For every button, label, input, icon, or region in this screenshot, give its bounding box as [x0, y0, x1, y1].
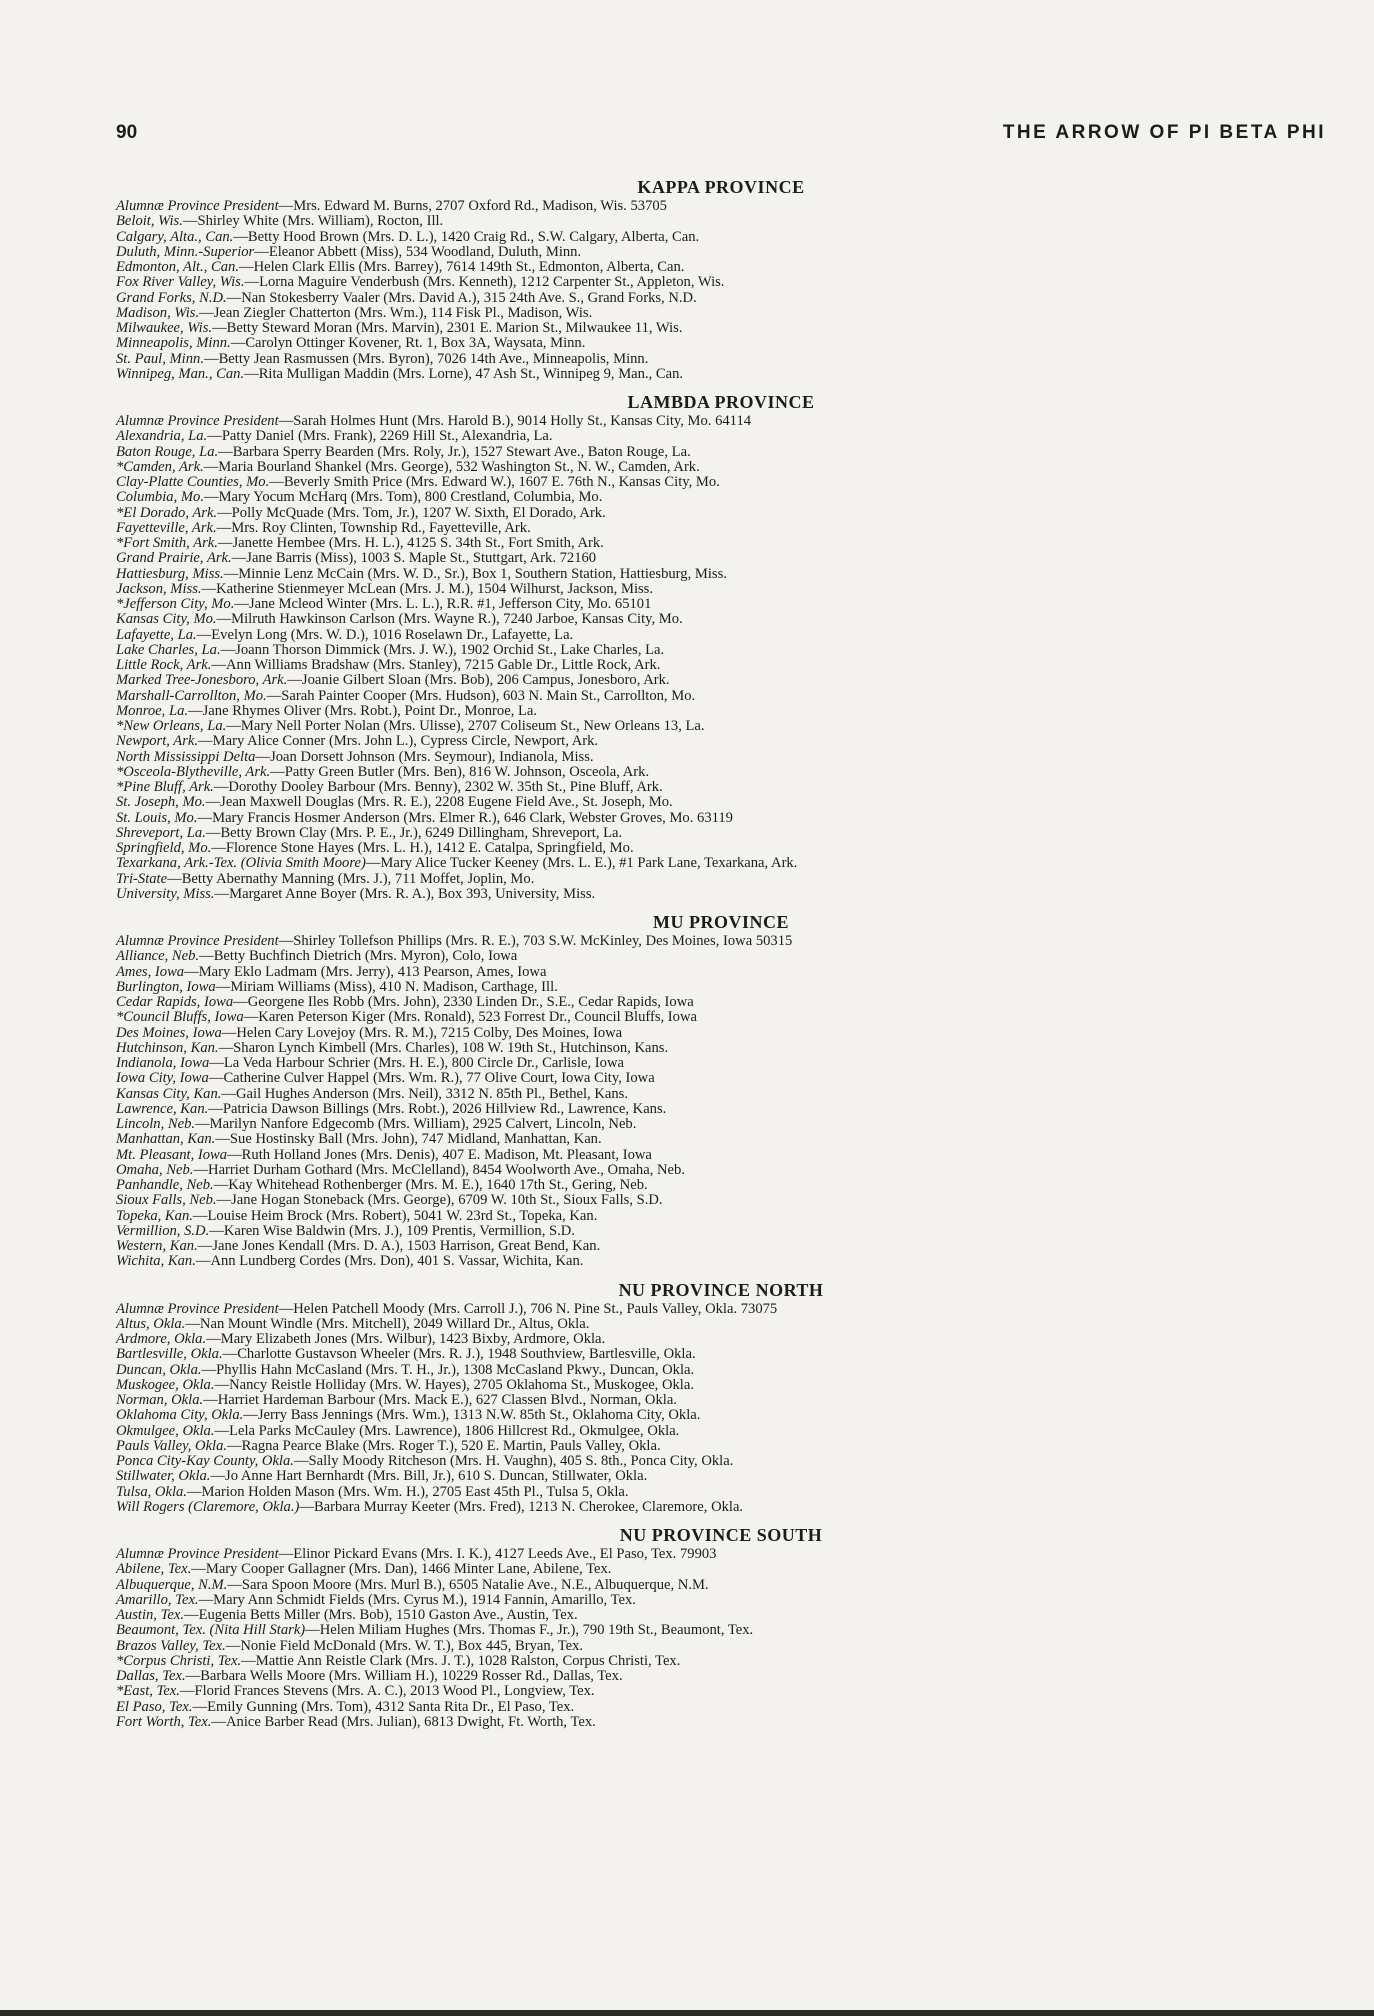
chapter-place: *Camden, Ark. [116, 458, 204, 475]
chapter-place: Lake Charles, La. [116, 641, 221, 658]
chapter-place: Pauls Valley, Okla. [116, 1437, 228, 1454]
contact-details: —Jerry Bass Jennings (Mrs. Wm.), 1313 N.W. 85th St., Oklahoma City, Okla. [243, 1407, 701, 1424]
contact-details: —Louise Heim Brock (Mrs. Robert), 5041 W. 23rd St., Topeka, Kan. [192, 1207, 598, 1224]
directory-entry [116, 1654, 1326, 1669]
contact-details: —Charlotte Gustavson Wheeler (Mrs. R. J.), 1948 Southview, Bartlesville, Okla. [222, 1346, 696, 1363]
contact-details: —Florid Frances Stevens (Mrs. A. C.), 2013 Wood Pl., Longview, Tex. [179, 1683, 595, 1700]
contact-details: —Joan Dorsett Johnson (Mrs. Seymour), Indianola, Miss. [255, 748, 594, 765]
contact-details: —Karen Wise Baldwin (Mrs. J.), 109 Prentis, Vermillion, S.D. [209, 1222, 575, 1239]
directory-entry [116, 214, 1326, 229]
contact-details: —Sara Spoon Moore (Mrs. Murl B.), 6505 Natalie Ave., N.E., Albuquerque, N.M. [227, 1576, 709, 1593]
contact-details: —Janette Hembee (Mrs. H. L.), 4125 S. 34th St., Fort Smith, Ark. [217, 535, 604, 551]
contact-details: —Jo Anne Hart Bernhardt (Mrs. Bill, Jr.), 610 S. Duncan, Stillwater, Okla. [210, 1468, 648, 1485]
directory-entry [116, 367, 1326, 382]
contact-details: —Joanie Gilbert Sloan (Mrs. Bob), 206 Campus, Jonesboro, Ark. [287, 672, 670, 689]
directory-entry [116, 1608, 1326, 1623]
contact-details: —Emily Gunning (Mrs. Tom), 4312 Santa Rita Dr., El Paso, Tex. [192, 1698, 575, 1715]
directory-entry [116, 1454, 1326, 1469]
contact-details: —Mrs. Roy Clinten, Township Rd., Fayetteville, Ark. [216, 519, 531, 536]
chapter-place: Fayetteville, Ark. [116, 519, 217, 536]
directory-entry [116, 475, 1326, 490]
contact-details: —Shirley Tollefson Phillips (Mrs. R. E.), 703 S.W. McKinley, Des Moines, Iowa 50315 [278, 933, 793, 949]
chapter-place: Tri-State [116, 870, 168, 887]
chapter-place: Okmulgee, Okla. [116, 1422, 215, 1439]
directory-entry [116, 1715, 1326, 1730]
contact-details: —Betty Abernathy Manning (Mrs. J.), 711 Moffet, Joplin, Mo. [167, 870, 535, 887]
contact-details: —Betty Buchfinch Dietrich (Mrs. Myron), Colo, Iowa [199, 948, 518, 965]
chapter-place: Jackson, Miss. [116, 580, 202, 597]
contact-details: —Rita Mulligan Maddin (Mrs. Lorne), 47 Ash St., Winnipeg 9, Man., Can. [244, 365, 684, 382]
contact-details: —Jane Rhymes Oliver (Mrs. Robt.), Point Dr., Monroe, La. [188, 702, 538, 719]
chapter-place: Grand Prairie, Ark. [116, 550, 232, 567]
directory-entry [116, 887, 1326, 902]
contact-details: —Patricia Dawson Billings (Mrs. Robt.), 2026 Hillview Rd., Lawrence, Kans. [208, 1100, 667, 1117]
contact-details: —Jane Hogan Stoneback (Mrs. George), 6709 W. 10th St., Sioux Falls, S.D. [216, 1192, 663, 1209]
directory-entry [116, 1669, 1326, 1684]
directory-entry [116, 1041, 1326, 1056]
contact-details: —Sarah Painter Cooper (Mrs. Hudson), 603 N. Main St., Carrollton, Mo. [266, 687, 696, 704]
chapter-place: Grand Forks, N.D. [116, 289, 227, 306]
chapter-place: Calgary, Alta., Can. [116, 228, 234, 245]
contact-details: —Harriet Hardeman Barbour (Mrs. Mack E.), 627 Classen Blvd., Norman, Okla. [203, 1392, 677, 1408]
chapter-place: Bartlesville, Okla. [116, 1346, 223, 1363]
chapter-place: *East, Tex. [116, 1683, 180, 1700]
page-number: 90 [116, 122, 138, 143]
contact-details: —Karen Peterson Kiger (Mrs. Ronald), 523 Forrest Dr., Council Bluffs, Iowa [243, 1009, 697, 1026]
directory-entry [116, 1178, 1326, 1193]
directory-entry [116, 245, 1326, 260]
directory-entry [116, 567, 1326, 582]
directory-entry [116, 429, 1326, 444]
chapter-place: *Osceola-Blytheville, Ark. [116, 763, 271, 780]
contact-details: —Sharon Lynch Kimbell (Mrs. Charles), 108 W. 19th St., Hutchinson, Kans. [218, 1039, 669, 1056]
contact-details: —Florence Stone Hayes (Mrs. L. H.), 1412 E. Catalpa, Springfield, Mo. [211, 840, 634, 856]
directory-entry [116, 1347, 1326, 1362]
contact-details: —Mrs. Edward M. Burns, 2707 Oxford Rd., Madison, Wis. 53705 [278, 198, 667, 214]
directory-entry [116, 673, 1326, 688]
directory-entry [116, 306, 1326, 321]
directory-entry [116, 1500, 1326, 1515]
province-title: LAMBDA PROVINCE [627, 392, 815, 412]
contact-details: —Marion Holden Mason (Mrs. Wm. H.), 2705 East 45th Pl., Tulsa 5, Okla. [186, 1483, 629, 1500]
directory-entry [116, 1317, 1326, 1332]
contact-details: —Phyllis Hahn McCasland (Mrs. T. H., Jr.), 1308 McCasland Pkwy., Duncan, Okla. [201, 1361, 695, 1378]
contact-details: —Ruth Holland Jones (Mrs. Denis), 407 E. Madison, Mt. Pleasant, Iowa [227, 1146, 652, 1163]
chapter-place: Duluth, Minn.-Superior [116, 243, 255, 260]
contact-details: —Ann Williams Bradshaw (Mrs. Stanley), 7215 Gable Dr., Little Rock, Ark. [211, 657, 661, 673]
chapter-place: Ponca City-Kay County, Okla. [116, 1453, 294, 1469]
contact-details: —Betty Jean Rasmussen (Mrs. Byron), 7026 14th Ave., Minneapolis, Minn. [203, 350, 649, 367]
contact-details: —Catherine Culver Happel (Mrs. Wm. R.), 77 Olive Court, Iowa City, Iowa [208, 1070, 655, 1087]
directory-entry [116, 704, 1326, 719]
chapter-place: Monroe, La. [116, 702, 189, 719]
directory-entry [116, 551, 1326, 566]
directory-entry [116, 689, 1326, 704]
directory-entry [116, 1056, 1326, 1071]
chapter-place: Mt. Pleasant, Iowa [116, 1146, 228, 1163]
directory-entry [116, 750, 1326, 765]
contact-details: —Mary Alice Conner (Mrs. John L.), Cypress Circle, Newport, Ark. [198, 733, 599, 750]
contact-details: —Katherine Stienmeyer McLean (Mrs. J. M.), 1504 Wilhurst, Jackson, Miss. [201, 580, 654, 597]
contact-details: —Georgene Iles Robb (Mrs. John), 2330 Linden Dr., S.E., Cedar Rapids, Iowa [233, 994, 694, 1010]
contact-details: —Harriet Durham Gothard (Mrs. McClelland), 8454 Woolworth Ave., Omaha, Neb. [193, 1161, 685, 1178]
directory-entry [116, 1562, 1326, 1577]
directory-entry [116, 980, 1326, 995]
contact-details: —Mary Elizabeth Jones (Mrs. Wilbur), 1423 Bixby, Ardmore, Okla. [206, 1331, 606, 1347]
directory-content [116, 175, 1326, 1730]
directory-entry [116, 460, 1326, 475]
chapter-place: El Paso, Tex. [116, 1698, 193, 1715]
chapter-place: *Fort Smith, Ark. [116, 535, 218, 551]
directory-entry [116, 1700, 1326, 1715]
directory-entry [116, 521, 1326, 536]
directory-entry [116, 1087, 1326, 1102]
chapter-place: Abilene, Tex. [116, 1561, 192, 1578]
contact-details: —Eugenia Betts Miller (Mrs. Bob), 1510 Gaston Ave., Austin, Tex. [183, 1607, 578, 1623]
chapter-place: Minneapolis, Minn. [116, 335, 231, 352]
chapter-place: Edmonton, Alt., Can. [116, 259, 239, 275]
chapter-place: Iowa City, Iowa [116, 1070, 209, 1087]
contact-details: —Ragna Pearce Blake (Mrs. Roger T.), 520 E. Martin, Pauls Valley, Okla. [227, 1437, 661, 1454]
contact-details: —Gail Hughes Anderson (Mrs. Neil), 3312 N. 85th Pl., Bethel, Kans. [221, 1085, 628, 1102]
contact-details: —Betty Hood Brown (Mrs. D. L.), 1420 Craig Rd., S.W. Calgary, Alberta, Can. [233, 228, 700, 245]
chapter-place: Altus, Okla. [116, 1315, 186, 1332]
contact-details: —Patty Daniel (Mrs. Frank), 2269 Hill St., Alexandria, La. [207, 428, 553, 445]
chapter-place: Panhandle, Neb. [116, 1177, 214, 1193]
directory-entry [116, 612, 1326, 627]
contact-details: —Evelyn Long (Mrs. W. D.), 1016 Roselawn Dr., Lafayette, La. [196, 626, 574, 643]
contact-details: —Mary Francis Hosmer Anderson (Mrs. Elmer R.), 646 Clark, Webster Groves, Mo. 63119 [197, 809, 733, 826]
chapter-place: St. Paul, Minn. [116, 350, 204, 367]
directory-entry [116, 536, 1326, 551]
directory-entry [116, 445, 1326, 460]
directory-entry [116, 826, 1326, 841]
chapter-place: Omaha, Neb. [116, 1161, 194, 1178]
directory-entry [116, 719, 1326, 734]
directory-entry [116, 1148, 1326, 1163]
contact-details: —Mary Nell Porter Nolan (Mrs. Ulisse), 2707 Coliseum St., New Orleans 13, La. [226, 718, 705, 734]
directory-entry [116, 1239, 1326, 1254]
directory-entry [116, 1224, 1326, 1239]
contact-details: —Maria Bourland Shankel (Mrs. George), 532 Washington St., N. W., Camden, Ark. [203, 458, 700, 475]
chapter-place: *Council Bluffs, Iowa [116, 1009, 244, 1026]
directory-entry [116, 1469, 1326, 1484]
contact-details: —Miriam Williams (Miss), 410 N. Madison, Carthage, Ill. [215, 978, 558, 995]
chapter-place: Baton Rouge, La. [116, 443, 219, 460]
chapter-place: Little Rock, Ark. [116, 657, 212, 673]
directory-entry [116, 628, 1326, 643]
directory-entry [116, 643, 1326, 658]
directory-entry [116, 658, 1326, 673]
chapter-place: Norman, Okla. [116, 1392, 204, 1408]
directory-entry [116, 841, 1326, 856]
directory-entry [116, 734, 1326, 749]
chapter-place: Hattiesburg, Miss. [116, 565, 224, 582]
contact-details: —Mary Alice Tucker Keeney (Mrs. L. E.), #1 Park Lane, Texarkana, Ark. [365, 855, 798, 872]
directory-entry [116, 597, 1326, 612]
contact-details: —Joann Thorson Dimmick (Mrs. J. W.), 1902 Orchid St., Lake Charles, La. [220, 641, 665, 658]
contact-details: —Betty Brown Clay (Mrs. P. E., Jr.), 6249 Dillingham, Shreveport, La. [205, 824, 623, 841]
contact-details: —Lela Parks McCauley (Mrs. Lawrence), 1806 Hillcrest Rd., Okmulgee, Okla. [214, 1422, 680, 1439]
contact-details: —Mattie Ann Reistle Clark (Mrs. J. T.), 1028 Ralston, Corpus Christi, Tex. [241, 1652, 681, 1669]
province-section [116, 910, 1326, 1270]
chapter-place: Lincoln, Neb. [116, 1116, 196, 1132]
chapter-place: Columbia, Mo. [116, 489, 204, 506]
chapter-place: Tulsa, Okla. [116, 1483, 187, 1500]
chapter-place: Manhattan, Kan. [116, 1131, 216, 1148]
directory-entry [116, 949, 1326, 964]
directory-entry [116, 1163, 1326, 1178]
chapter-place: Sioux Falls, Neb. [116, 1192, 217, 1209]
directory-entry [116, 1132, 1326, 1147]
province-title: NU PROVINCE NORTH [618, 1279, 824, 1300]
chapter-place: Alliance, Neb. [116, 948, 200, 965]
contact-details: —Patty Green Butler (Mrs. Ben), 816 W. Johnson, Osceola, Ark. [270, 763, 650, 780]
chapter-place: Madison, Wis. [116, 304, 200, 321]
directory-entry [116, 1332, 1326, 1347]
contact-details: —Lorna Maguire Venderbush (Mrs. Kenneth), 1212 Carpenter St., Appleton, Wis. [244, 274, 725, 291]
contact-details: —Jane Barris (Miss), 1003 S. Maple St., Stuttgart, Ark. 72160 [231, 550, 597, 567]
directory-entry [116, 934, 1326, 949]
contact-details: —Minnie Lenz McCain (Mrs. W. D., Sr.), Box 1, Southern Station, Hattiesburg, Miss. [223, 565, 727, 582]
directory-entry [116, 1254, 1326, 1269]
directory-entry [116, 811, 1326, 826]
directory-entry [116, 765, 1326, 780]
chapter-place: Brazos Valley, Tex. [116, 1637, 226, 1654]
province-title: KAPPA PROVINCE [637, 177, 805, 197]
chapter-place: Vermillion, S.D. [116, 1222, 210, 1239]
contact-details: —Carolyn Ottinger Kovener, Rt. 1, Box 3A, Waysata, Minn. [230, 335, 586, 352]
province-section [116, 1523, 1326, 1730]
directory-entry [116, 965, 1326, 980]
chapter-place: Indianola, Iowa [116, 1055, 210, 1071]
contact-details: —Sarah Holmes Hunt (Mrs. Harold B.), 9014 Holly St., Kansas City, Mo. 64114 [278, 413, 752, 429]
chapter-place: Austin, Tex. [116, 1607, 184, 1623]
contact-details: —Mary Eklo Ladmam (Mrs. Jerry), 413 Pearson, Ames, Iowa [184, 963, 547, 980]
contact-details: —Mary Cooper Gallagner (Mrs. Dan), 1466 Minter Lane, Abilene, Tex. [191, 1561, 612, 1578]
directory-entry [116, 1424, 1326, 1439]
page-header [116, 122, 1326, 152]
directory-entry [116, 1071, 1326, 1086]
chapter-place: Newport, Ark. [116, 733, 199, 750]
chapter-place: Stillwater, Okla. [116, 1468, 211, 1485]
chapter-place: Kansas City, Kan. [116, 1085, 222, 1102]
chapter-place: *El Dorado, Ark. [116, 504, 218, 521]
contact-details: —Milruth Hawkinson Carlson (Mrs. Wayne R.), 7240 Jarboe, Kansas City, Mo. [216, 611, 683, 628]
chapter-place: Ames, Iowa [116, 963, 185, 980]
chapter-place: Muskogee, Okla. [116, 1376, 215, 1393]
contact-details: —Mary Ann Schmidt Fields (Mrs. Cyrus M.), 1914 Fannin, Amarillo, Tex. [198, 1591, 636, 1608]
chapter-place: St. Louis, Mo. [116, 809, 198, 826]
directory-entry [116, 1547, 1326, 1562]
chapter-place: Shreveport, La. [116, 824, 206, 841]
chapter-place: Western, Kan. [116, 1238, 198, 1254]
directory-entry [116, 1363, 1326, 1378]
contact-details: —Nan Stokesberry Vaaler (Mrs. David A.), 315 24th Ave. S., Grand Forks, N.D. [226, 289, 697, 306]
directory-entry [116, 199, 1326, 214]
contact-details: —Eleanor Abbett (Miss), 534 Woodland, Duluth, Minn. [254, 243, 582, 260]
directory-entry [116, 321, 1326, 336]
contact-details: —Nan Mount Windle (Mrs. Mitchell), 2049 Willard Dr., Altus, Okla. [185, 1315, 590, 1332]
directory-entry [116, 1408, 1326, 1423]
contact-details: —Nancy Reistle Holliday (Mrs. W. Hayes), 2705 Oklahoma St., Muskogee, Okla. [214, 1376, 694, 1393]
directory-entry [116, 1378, 1326, 1393]
directory-entry [116, 291, 1326, 306]
chapter-place: Burlington, Iowa [116, 978, 216, 995]
chapter-place: *Corpus Christi, Tex. [116, 1652, 242, 1669]
chapter-place: Lafayette, La. [116, 626, 197, 643]
directory-entry [116, 1302, 1326, 1317]
directory-entry [116, 490, 1326, 505]
chapter-place: Dallas, Tex. [116, 1668, 186, 1684]
chapter-place: Cedar Rapids, Iowa [116, 994, 234, 1010]
contact-details: —Barbara Wells Moore (Mrs. William H.), 10229 Rosser Rd., Dallas, Tex. [185, 1668, 623, 1684]
chapter-place: Hutchinson, Kan. [116, 1039, 219, 1056]
chapter-place: *Pine Bluff, Ark. [116, 779, 214, 795]
contact-details: —Nonie Field McDonald (Mrs. W. T.), Box 445, Bryan, Tex. [225, 1637, 584, 1654]
directory-entry [116, 795, 1326, 810]
directory-entry [116, 336, 1326, 351]
province-section [116, 390, 1326, 902]
chapter-place: Fort Worth, Tex. [116, 1713, 212, 1730]
directory-entry [116, 506, 1326, 521]
chapter-place: Alexandria, La. [116, 428, 208, 445]
province-title: NU PROVINCE SOUTH [619, 1525, 823, 1545]
chapter-place: Oklahoma City, Okla. [116, 1407, 244, 1424]
chapter-place: University, Miss. [116, 885, 215, 902]
chapter-place: St. Joseph, Mo. [116, 794, 206, 811]
directory-entry [116, 1578, 1326, 1593]
province-title: MU PROVINCE [653, 912, 789, 932]
directory-entry [116, 1193, 1326, 1208]
contact-details: —Marilyn Nanfore Edgecomb (Mrs. William), 2925 Calvert, Lincoln, Neb. [195, 1116, 637, 1132]
directory-entry [116, 260, 1326, 275]
chapter-place: Alumnæ Province President [116, 1546, 279, 1562]
contact-details: —Jean Maxwell Douglas (Mrs. R. E.), 2208 Eugene Field Ave., St. Joseph, Mo. [205, 794, 673, 811]
contact-details: —Jane Mcleod Winter (Mrs. L. L.), R.R. #1, Jefferson City, Mo. 65101 [234, 596, 652, 612]
chapter-place: Alumnæ Province President [116, 933, 279, 949]
directory-entry [116, 995, 1326, 1010]
chapter-place: Alumnæ Province President [116, 1300, 279, 1317]
contact-details: —Sue Hostinsky Ball (Mrs. John), 747 Midland, Manhattan, Kan. [215, 1131, 602, 1148]
directory-entry [116, 1010, 1326, 1025]
province-section [116, 175, 1326, 382]
contact-details: —Kay Whitehead Rothenberger (Mrs. M. E.), 1640 17th St., Gering, Neb. [213, 1177, 648, 1193]
contact-details: —Beverly Smith Price (Mrs. Edward W.), 1607 E. 76th N., Kansas City, Mo. [269, 474, 720, 490]
chapter-place: Duncan, Okla. [116, 1361, 202, 1378]
directory-entry [116, 1439, 1326, 1454]
directory-entry [116, 1623, 1326, 1638]
chapter-place: *New Orleans, La. [116, 718, 227, 734]
contact-details: —Polly McQuade (Mrs. Tom, Jr.), 1207 W. Sixth, El Dorado, Ark. [217, 504, 606, 521]
chapter-place: Kansas City, Mo. [116, 611, 217, 628]
contact-details: —Dorothy Dooley Barbour (Mrs. Benny), 2302 W. 35th St., Pine Bluff, Ark. [213, 779, 663, 795]
contact-details: —Anice Barber Read (Mrs. Julian), 6813 Dwight, Ft. Worth, Tex. [211, 1713, 596, 1730]
chapter-place: Milwaukee, Wis. [116, 320, 213, 336]
contact-details: —Barbara Murray Keeter (Mrs. Fred), 1213 N. Cherokee, Claremore, Okla. [299, 1498, 744, 1515]
directory-entry [116, 780, 1326, 795]
chapter-place: Albuquerque, N.M. [116, 1576, 228, 1593]
contact-details: —Ann Lundberg Cordes (Mrs. Don), 401 S. Vassar, Wichita, Kan. [195, 1253, 584, 1270]
contact-details: —Jane Jones Kendall (Mrs. D. A.), 1503 Harrison, Great Bend, Kan. [197, 1238, 601, 1254]
chapter-place: Marshall-Carrollton, Mo. [116, 687, 267, 704]
chapter-place: Beaumont, Tex. (Nita Hill Stark) [116, 1622, 306, 1639]
directory-entry [116, 1026, 1326, 1041]
contact-details: —Jean Ziegler Chatterton (Mrs. Wm.), 114 Fisk Pl., Madison, Wis. [199, 304, 593, 321]
contact-details: —Helen Miliam Hughes (Mrs. Thomas F., Jr.), 790 19th St., Beaumont, Tex. [305, 1622, 754, 1639]
contact-details: —Betty Steward Moran (Mrs. Marvin), 2301 E. Marion St., Milwaukee 11, Wis. [212, 320, 683, 336]
chapter-place: Will Rogers (Claremore, Okla.) [116, 1498, 300, 1515]
directory-entry [116, 275, 1326, 290]
contact-details: —Helen Patchell Moody (Mrs. Carroll J.), 706 N. Pine St., Pauls Valley, Okla. 73075 [278, 1300, 778, 1317]
directory-entry [116, 1393, 1326, 1408]
contact-details: —Elinor Pickard Evans (Mrs. I. K.), 4127 Leeds Ave., El Paso, Tex. 79903 [278, 1546, 717, 1562]
directory-entry [116, 1102, 1326, 1117]
contact-details: —Margaret Anne Boyer (Mrs. R. A.), Box 393, University, Miss. [214, 885, 596, 902]
chapter-place: Des Moines, Iowa [116, 1024, 222, 1041]
directory-entry [116, 1209, 1326, 1224]
contact-details: —La Veda Harbour Schrier (Mrs. H. E.), 800 Circle Dr., Carlisle, Iowa [209, 1055, 624, 1071]
directory-entry [116, 856, 1326, 871]
chapter-place: Fox River Valley, Wis. [116, 274, 245, 291]
contact-details: —Mary Yocum McHarq (Mrs. Tom), 800 Crestland, Columbia, Mo. [203, 489, 603, 506]
directory-entry [116, 1593, 1326, 1608]
contact-details: —Barbara Sperry Bearden (Mrs. Roly, Jr.), 1527 Stewart Ave., Baton Rouge, La. [218, 443, 691, 460]
chapter-place: North Mississippi Delta [116, 748, 256, 765]
contact-details: —Helen Cary Lovejoy (Mrs. R. M.), 7215 Colby, Des Moines, Iowa [221, 1024, 623, 1041]
directory-entry [116, 872, 1326, 887]
chapter-place: Wichita, Kan. [116, 1253, 196, 1270]
page-bottom-edge [0, 2010, 1374, 2016]
chapter-place: Springfield, Mo. [116, 840, 212, 856]
chapter-place: Lawrence, Kan. [116, 1100, 209, 1117]
directory-entry [116, 1117, 1326, 1132]
chapter-place: Alumnæ Province President [116, 413, 279, 429]
running-head: THE ARROW OF PI BETA PHI [1002, 122, 1326, 143]
contact-details: —Sally Moody Ritcheson (Mrs. H. Vaughn), 405 S. 8th., Ponca City, Okla. [293, 1453, 734, 1469]
contact-details: —Shirley White (Mrs. William), Rocton, Ill. [182, 213, 444, 230]
chapter-place: Marked Tree-Jonesboro, Ark. [116, 672, 288, 689]
directory-entry [116, 1684, 1326, 1699]
directory-entry [116, 1639, 1326, 1654]
chapter-place: Amarillo, Tex. [116, 1591, 199, 1608]
chapter-place: Winnipeg, Man., Can. [116, 365, 245, 382]
chapter-place: Beloit, Wis. [116, 213, 183, 230]
chapter-place: *Jefferson City, Mo. [116, 596, 235, 612]
chapter-place: Alumnæ Province President [116, 198, 279, 214]
directory-entry [116, 352, 1326, 367]
chapter-place: Topeka, Kan. [116, 1207, 193, 1224]
directory-entry [116, 414, 1326, 429]
chapter-place: Ardmore, Okla. [116, 1331, 207, 1347]
chapter-place: Clay-Platte Counties, Mo. [116, 474, 270, 490]
directory-entry [116, 1485, 1326, 1500]
directory-entry [116, 230, 1326, 245]
province-section [116, 1278, 1326, 1516]
directory-entry [116, 582, 1326, 597]
chapter-place: Texarkana, Ark.-Tex. (Olivia Smith Moore) [116, 855, 366, 872]
contact-details: —Helen Clark Ellis (Mrs. Barrey), 7614 149th St., Edmonton, Alberta, Can. [238, 259, 685, 275]
